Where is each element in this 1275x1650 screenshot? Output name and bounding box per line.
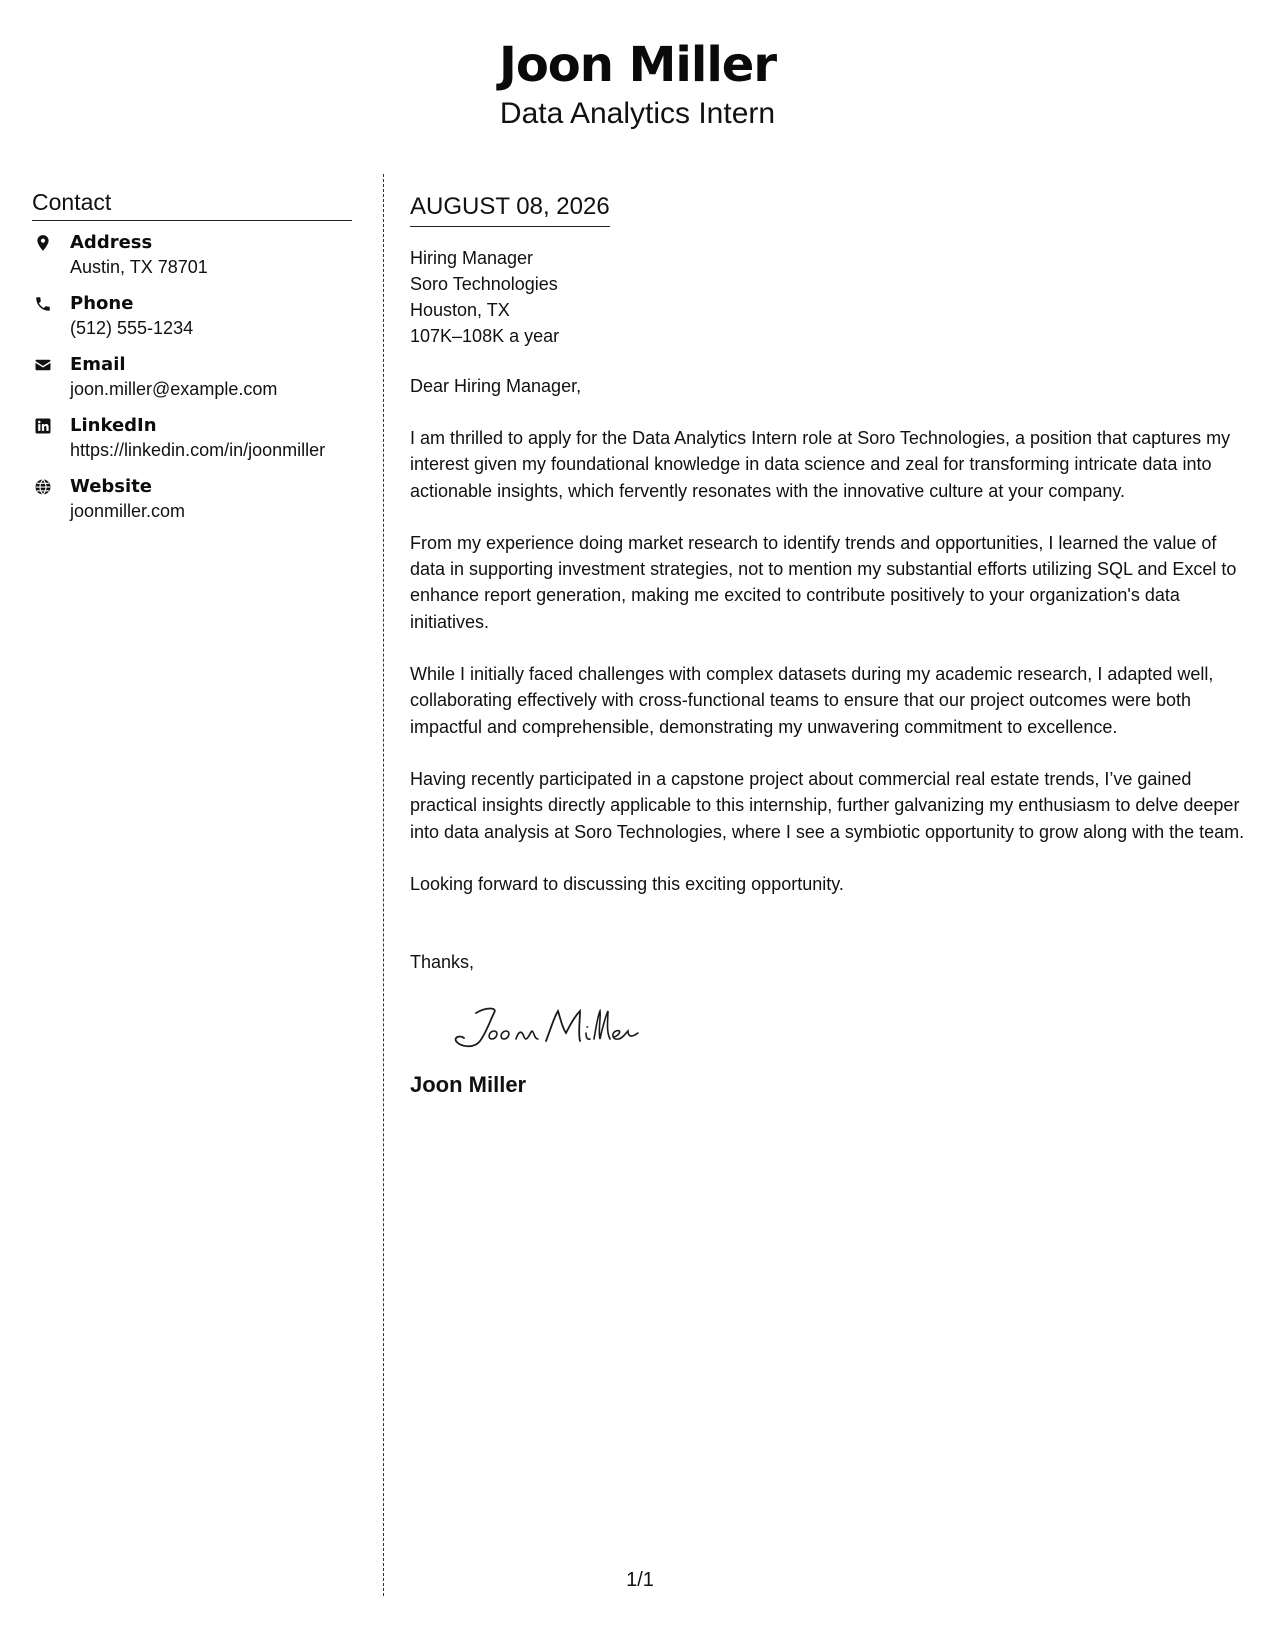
letter-paragraph: Having recently participated in a capstone project about commercial real estate trends, I’ve gained practical insights directly applicable to this internship, further galvanizing my enthusiasm to delve deeper into data analysis at Soro Technologies, where I see a symbiotic opportunity to grow along with the team. <box>410 768 1245 842</box>
phone-icon <box>34 295 52 313</box>
letter-date: AUGUST 08, 2026 <box>410 192 610 227</box>
recipient-line: Hiring Manager <box>410 248 534 268</box>
contact-heading: Contact <box>32 188 352 221</box>
contact-label-linkedin: LinkedIn <box>70 415 157 436</box>
recipient-block <box>410 245 1250 349</box>
salutation: Dear Hiring Manager, <box>410 376 582 396</box>
letter-paragraph: From my experience doing market research to identify trends and opportunities, I learned the value of data in supporting investment strategies, not to mention my substantial efforts utilizing SQL and Excel to enhance report generation, making me excited to contribute positively to your organization's data initiatives. <box>410 532 1237 632</box>
applicant-title: Data Analytics Intern <box>499 97 776 130</box>
letter-paragraph: Looking forward to discussing this exciting opportunity. <box>410 873 844 894</box>
contact-value-website: joonmiller.com <box>70 501 186 521</box>
applicant-name: Joon Miller <box>498 37 777 93</box>
contact-value-phone: (512) 555-1234 <box>70 318 194 338</box>
globe-icon <box>34 478 52 496</box>
resume-header <box>0 34 1275 132</box>
contact-value-linkedin: https://linkedin.com/in/joonmiller <box>70 440 326 460</box>
contact-item-linkedin <box>32 414 352 462</box>
recipient-line: Soro Technologies <box>410 274 558 294</box>
letter-paragraph: While I initially faced challenges with complex datasets during my academic research, I adapted well, collaborating effectively with cross-functional teams to ensure that our project outcomes were both impactful and comprehensible, demonstrating my unwavering commitment to excellence. <box>410 664 1214 737</box>
recipient-line: 107K–108K a year <box>410 326 560 346</box>
page-number: 1/1 <box>626 1569 654 1591</box>
handwritten-signature <box>446 1003 656 1053</box>
envelope-icon <box>34 356 52 374</box>
signer-name: Joon Miller <box>410 1072 527 1098</box>
contact-item-address <box>32 231 352 279</box>
contact-label-phone: Phone <box>70 293 134 314</box>
contact-label-address: Address <box>70 232 153 253</box>
contact-item-website <box>32 475 352 523</box>
letter-paragraph: I am thrilled to apply for the Data Analytics Intern role at Soro Technologies, a position that captures my interest given my foundational knowledge in data science and zeal for transforming intricate data into actionable insights, which fervently resonates with the innovative culture at your company. <box>410 428 1231 501</box>
contact-label-website: Website <box>70 476 153 497</box>
contact-item-phone <box>32 292 352 340</box>
contact-label-email: Email <box>70 354 126 375</box>
contact-value-address: Austin, TX 78701 <box>70 257 208 277</box>
contact-value-email: joon.miller@example.com <box>70 379 278 399</box>
recipient-line: Houston, TX <box>410 300 510 320</box>
column-divider <box>383 174 384 1596</box>
contact-sidebar <box>32 188 352 536</box>
cover-letter-body <box>410 192 1250 1099</box>
contact-item-email <box>32 353 352 401</box>
linkedin-icon <box>34 417 52 435</box>
closing: Thanks, <box>410 952 475 973</box>
map-pin-icon <box>34 234 52 252</box>
